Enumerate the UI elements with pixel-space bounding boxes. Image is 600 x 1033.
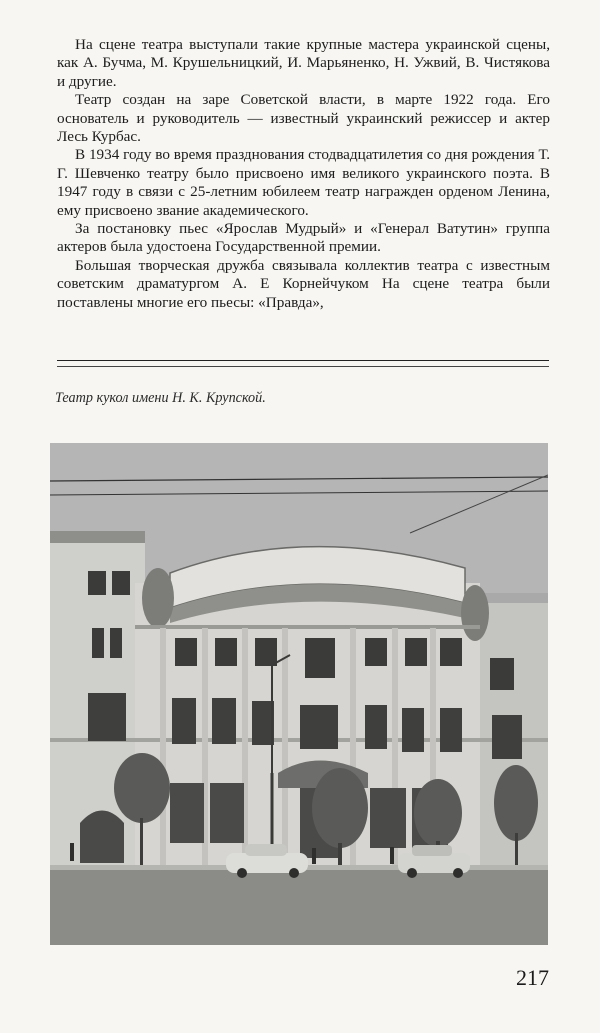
page-number: 217 bbox=[516, 965, 549, 990]
paragraph-5: Большая творческая дружба связывала коллектив театра с известным советским драматургом А. Е Корнейчуком На сцене театра были поставлены многие его пьесы: «Правда», bbox=[57, 256, 550, 311]
divider-rule-bottom bbox=[57, 366, 549, 367]
divider-rule-top bbox=[57, 360, 549, 361]
paragraph-2: Театр создан на заре Советской власти, в марте 1922 года. Его основатель и руководитель — известный украинский режиссер и актер Лесь Курбас. bbox=[57, 91, 550, 146]
body-text bbox=[57, 36, 550, 312]
paragraph-4: За постановку пьес «Ярослав Мудрый» и «Генерал Ватутин» группа актеров была удостоена Государственной премии. bbox=[57, 220, 550, 256]
paragraph-1: На сцене театра выступали такие крупные мастера украинской сцены, как А. Бучма, М. Крушельницкий, И. Марьяненко, Н. Ужвий, В. Чистякова и другие. bbox=[57, 36, 550, 90]
photo-caption: Театр кукол имени Н. К. Крупской. bbox=[55, 390, 266, 406]
paragraph-3: В 1934 году во время празднования стодвадцатилетия со дня рождения Т. Г. Шевченко театру было присвоено имя великого украинского поэта. В 1947 году в связи с 25-летним юбилеем театр награжден орденом Ленина, ему присвоено звание академического. bbox=[57, 146, 550, 219]
theatre-photograph bbox=[50, 443, 548, 945]
